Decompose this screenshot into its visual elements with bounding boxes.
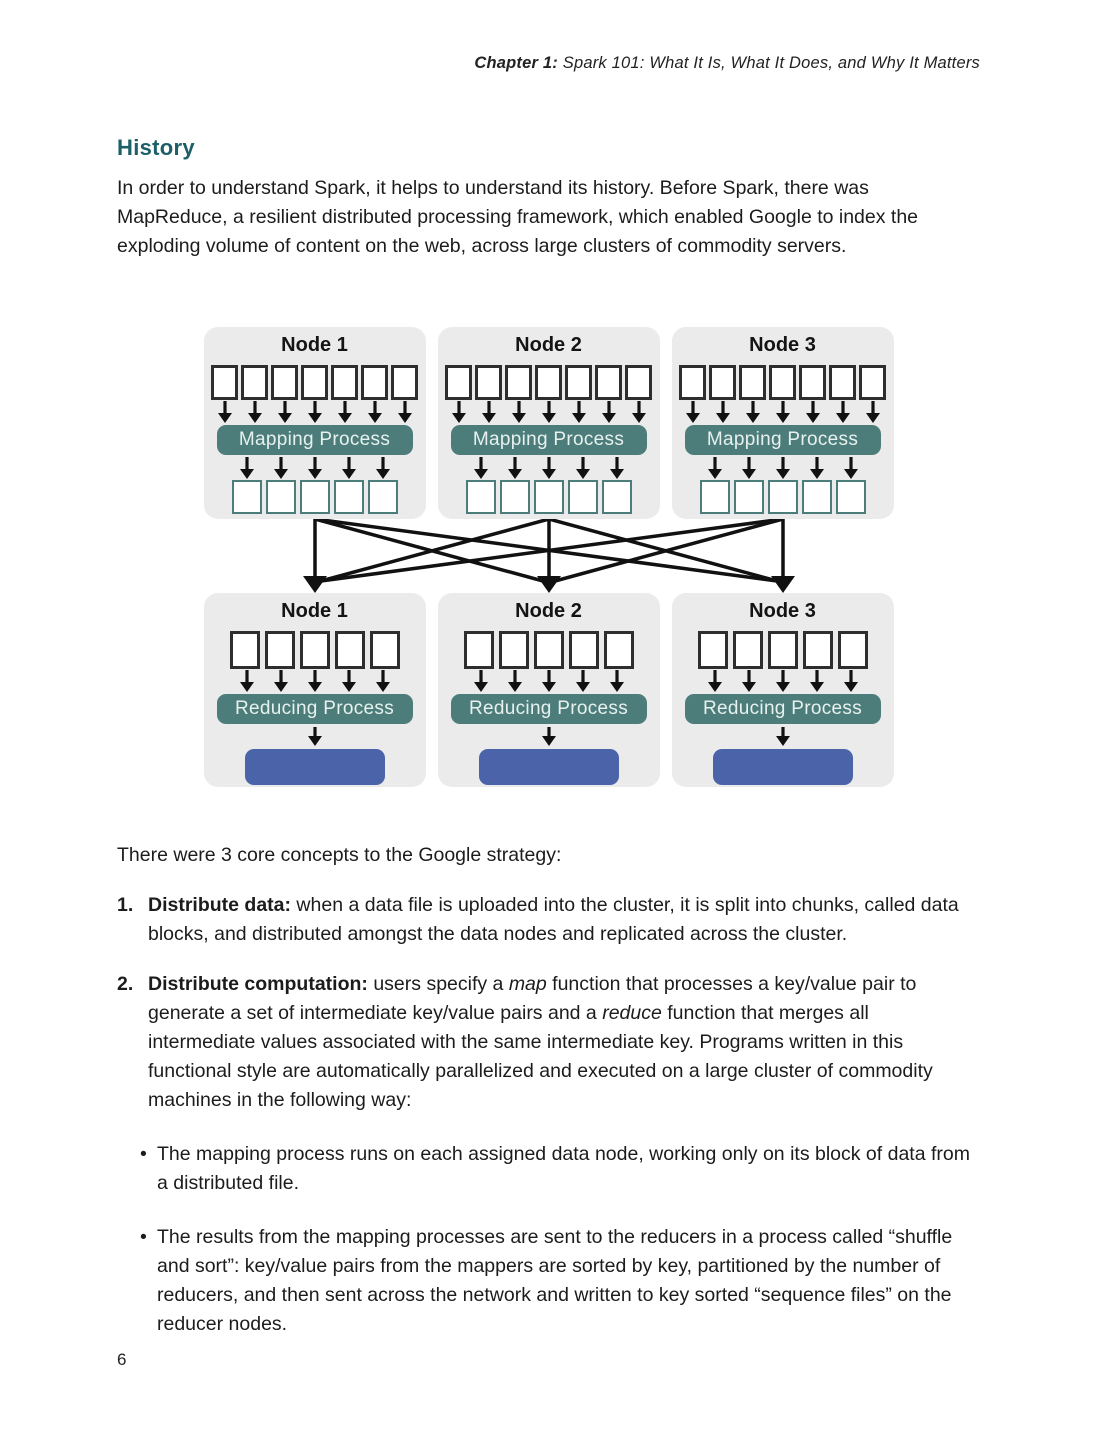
- bullet-content: [157, 1223, 980, 1339]
- arrow-cell: [498, 457, 532, 479]
- down-arrow-icon: [307, 670, 323, 692]
- arrow-cell: [230, 457, 264, 479]
- data-block: [370, 631, 400, 669]
- arrow-cell: [210, 401, 240, 423]
- data-block-row: [679, 365, 886, 400]
- data-block: [230, 631, 260, 669]
- arrow-cell: [464, 457, 498, 479]
- down-arrow-icon: [843, 457, 859, 479]
- node-title: Node 1: [281, 334, 348, 356]
- node-title: Node 3: [749, 334, 816, 356]
- data-block: [595, 365, 622, 400]
- down-arrow-icon: [451, 401, 467, 423]
- down-arrow-icon: [341, 457, 357, 479]
- mapping-process-bar: Mapping Process: [451, 425, 647, 455]
- down-arrow-icon: [307, 727, 323, 746]
- bullet-icon: •: [140, 1226, 147, 1248]
- bullet-content: [157, 1140, 980, 1198]
- down-arrow-icon: [741, 457, 757, 479]
- arrow-cell: [464, 670, 498, 692]
- numbered-item-1: [117, 891, 980, 949]
- arrow-cell: [264, 457, 298, 479]
- data-block: [271, 365, 298, 400]
- single-arrow: [541, 727, 557, 746]
- down-arrow-icon: [601, 401, 617, 423]
- item-label: Distribute data:: [148, 894, 292, 916]
- down-arrow-icon: [805, 401, 821, 423]
- arrow-cell: [766, 457, 800, 479]
- text-segment: function that processes a key/value pair to generate a set of intermediate key/value pairs and a: [148, 973, 917, 1024]
- arrow-cell: [300, 401, 330, 423]
- down-arrow-icon: [541, 401, 557, 423]
- data-block: [625, 365, 652, 400]
- arrow-cell: [698, 457, 732, 479]
- down-arrow-icon: [277, 401, 293, 423]
- node-title: Node 2: [515, 600, 582, 622]
- strategy-intro: There were 3 core concepts to the Google strategy:: [117, 844, 562, 866]
- arrow-cell: [678, 401, 708, 423]
- down-arrow-icon: [745, 401, 761, 423]
- bullet-icon: •: [140, 1143, 147, 1165]
- arrow-row: [464, 457, 634, 479]
- data-block: [568, 480, 598, 514]
- arrow-cell: [738, 401, 768, 423]
- text-segment: users specify a: [367, 973, 509, 995]
- arrow-cell: [474, 401, 504, 423]
- down-arrow-icon: [865, 401, 881, 423]
- node-title: Node 2: [515, 334, 582, 356]
- arrow-cell: [444, 401, 474, 423]
- data-block: [265, 631, 295, 669]
- data-block: [700, 480, 730, 514]
- data-block-row: [700, 480, 866, 514]
- reducing-process-bar: Reducing Process: [451, 694, 647, 724]
- chapter-label: Chapter 1:: [474, 54, 558, 72]
- data-block-row: [211, 365, 418, 400]
- arrow-cell: [298, 457, 332, 479]
- arrow-cell: [566, 670, 600, 692]
- arrow-cell: [390, 401, 420, 423]
- down-arrow-icon: [775, 457, 791, 479]
- data-block-row: [230, 631, 400, 669]
- down-arrow-icon: [775, 401, 791, 423]
- arrow-cell: [798, 401, 828, 423]
- arrow-cell: [594, 401, 624, 423]
- arrow-row: [230, 670, 400, 692]
- down-arrow-icon: [685, 401, 701, 423]
- down-arrow-icon: [835, 401, 851, 423]
- arrow-cell: [768, 401, 798, 423]
- arrow-cell: [366, 670, 400, 692]
- arrow-cell: [332, 457, 366, 479]
- down-arrow-icon: [473, 670, 489, 692]
- data-block: [829, 365, 856, 400]
- item-number: 2.: [117, 973, 134, 995]
- down-arrow-icon: [473, 457, 489, 479]
- italic-term: map: [508, 973, 547, 995]
- data-block-row: [466, 480, 632, 514]
- data-block: [602, 480, 632, 514]
- reduce-node-panel-2: [438, 593, 660, 787]
- arrow-cell: [600, 670, 634, 692]
- down-arrow-icon: [375, 457, 391, 479]
- item-label: Distribute computation:: [148, 973, 368, 995]
- data-block: [445, 365, 472, 400]
- data-block: [733, 631, 763, 669]
- arrow-cell: [624, 401, 654, 423]
- data-block: [698, 631, 728, 669]
- data-block: [739, 365, 766, 400]
- arrow-cell: [330, 401, 360, 423]
- arrow-cell: [698, 670, 732, 692]
- down-arrow-icon: [707, 457, 723, 479]
- arrow-row: [698, 457, 868, 479]
- data-block: [391, 365, 418, 400]
- single-arrow: [775, 727, 791, 746]
- arrow-cell: [240, 401, 270, 423]
- arrow-cell: [600, 457, 634, 479]
- down-arrow-icon: [775, 727, 791, 746]
- data-block: [859, 365, 886, 400]
- numbered-item-2: [117, 970, 980, 1115]
- reducing-process-bar: Reducing Process: [685, 694, 881, 724]
- intro-paragraph: In order to understand Spark, it helps to understand its history. Before Spark, there was MapReduce, a resilient distributed processing framework, which enabled Google to index the exploding volume of content on the web, across large clusters of commodity servers.: [117, 177, 919, 257]
- down-arrow-icon: [571, 401, 587, 423]
- arrow-cell: [504, 401, 534, 423]
- down-arrow-icon: [609, 670, 625, 692]
- arrow-cell: [360, 401, 390, 423]
- text-segment: when a data file is uploaded into the cluster, it is split into chunks, called data blocks, and distributed amongst the data nodes and replicated across the cluster.: [148, 894, 959, 945]
- arrow-cell: [708, 401, 738, 423]
- data-block: [334, 480, 364, 514]
- down-arrow-icon: [273, 457, 289, 479]
- down-arrow-icon: [715, 401, 731, 423]
- mapping-process-bar: Mapping Process: [217, 425, 413, 455]
- arrow-cell: [834, 670, 868, 692]
- down-arrow-icon: [507, 457, 523, 479]
- data-block: [734, 480, 764, 514]
- item-number: 1.: [117, 894, 134, 916]
- map-node-row: [204, 327, 894, 519]
- result-bar: [245, 749, 385, 785]
- data-block-row: [698, 631, 868, 669]
- down-arrow-icon: [575, 457, 591, 479]
- data-block: [211, 365, 238, 400]
- data-block: [768, 480, 798, 514]
- down-arrow-icon: [631, 401, 647, 423]
- arrow-cell: [270, 401, 300, 423]
- section-heading: History: [117, 135, 195, 160]
- running-head: [117, 0, 980, 73]
- data-block: [803, 631, 833, 669]
- down-arrow-icon: [609, 457, 625, 479]
- data-block: [534, 480, 564, 514]
- down-arrow-icon: [775, 670, 791, 692]
- data-block: [335, 631, 365, 669]
- node-title: Node 3: [749, 600, 816, 622]
- node-title: Node 1: [281, 600, 348, 622]
- down-arrow-icon: [375, 670, 391, 692]
- down-arrow-icon: [707, 670, 723, 692]
- data-block: [301, 365, 328, 400]
- down-arrow-icon: [507, 670, 523, 692]
- data-block: [799, 365, 826, 400]
- down-arrow-icon: [741, 670, 757, 692]
- down-arrow-icon: [239, 670, 255, 692]
- down-arrow-icon: [341, 670, 357, 692]
- data-block: [709, 365, 736, 400]
- data-block: [361, 365, 388, 400]
- data-block-row: [232, 480, 398, 514]
- down-arrow-icon: [217, 401, 233, 423]
- arrow-cell: [332, 670, 366, 692]
- data-block: [836, 480, 866, 514]
- arrow-cell: [566, 457, 600, 479]
- reduce-node-row: [204, 593, 894, 787]
- text-segment: The mapping process runs on each assigned data node, working only on its block of data from a distributed file.: [157, 1143, 970, 1194]
- down-arrow-icon: [307, 457, 323, 479]
- reduce-node-panel-1: [204, 593, 426, 787]
- arrow-cell: [732, 457, 766, 479]
- data-block: [499, 631, 529, 669]
- data-block: [565, 365, 592, 400]
- down-arrow-icon: [247, 401, 263, 423]
- data-block: [241, 365, 268, 400]
- data-block: [768, 631, 798, 669]
- down-arrow-icon: [541, 457, 557, 479]
- down-arrow-icon: [843, 670, 859, 692]
- down-arrow-icon: [809, 457, 825, 479]
- data-block: [368, 480, 398, 514]
- map-node-panel-3: [672, 327, 894, 519]
- data-block: [232, 480, 262, 514]
- data-block: [604, 631, 634, 669]
- data-block-row: [464, 631, 634, 669]
- arrow-cell: [532, 670, 566, 692]
- chapter-title: Spark 101: What It Is, What It Does, and Why It Matters: [557, 54, 980, 72]
- arrow-row: [210, 401, 420, 423]
- shuffle-arrows: [204, 519, 894, 593]
- arrow-cell: [298, 670, 332, 692]
- data-block-row: [445, 365, 652, 400]
- reducing-process-bar: Reducing Process: [217, 694, 413, 724]
- arrow-row: [698, 670, 868, 692]
- arrow-cell: [800, 457, 834, 479]
- mapreduce-diagram: [204, 327, 894, 787]
- arrow-row: [464, 670, 634, 692]
- data-block: [534, 631, 564, 669]
- text-segment: The results from the mapping processes are sent to the reducers in a process called “shuffle and sort”: key/value pairs from the mappers are sorted by key, partitioned by the number of reducers, and then sent across the network and written to key sorted “sequence files” on the reducer nodes.: [157, 1226, 953, 1335]
- data-block: [569, 631, 599, 669]
- down-arrow-icon: [239, 457, 255, 479]
- shuffle-arrowhead: [771, 576, 795, 593]
- data-block: [802, 480, 832, 514]
- map-node-panel-2: [438, 327, 660, 519]
- data-block: [300, 631, 330, 669]
- shuffle-arrowhead: [537, 576, 561, 593]
- bullet-item-1: [140, 1140, 980, 1198]
- shuffle-arrowhead: [303, 576, 327, 593]
- arrow-cell: [858, 401, 888, 423]
- down-arrow-icon: [367, 401, 383, 423]
- down-arrow-icon: [575, 670, 591, 692]
- data-block: [505, 365, 532, 400]
- bullet-item-2: [140, 1223, 980, 1339]
- data-block: [769, 365, 796, 400]
- data-block: [679, 365, 706, 400]
- arrow-cell: [564, 401, 594, 423]
- arrow-cell: [732, 670, 766, 692]
- data-block: [331, 365, 358, 400]
- data-block: [535, 365, 562, 400]
- reduce-node-panel-3: [672, 593, 894, 787]
- arrow-cell: [766, 670, 800, 692]
- arrow-cell: [532, 457, 566, 479]
- arrow-cell: [534, 401, 564, 423]
- down-arrow-icon: [337, 401, 353, 423]
- text-segment: function that merges all intermediate values associated with the same intermediate key. Programs written in this functional style are automatically parallelized and executed on a large cluster of commodity machines in the following way:: [148, 1002, 933, 1111]
- data-block: [466, 480, 496, 514]
- result-bar: [479, 749, 619, 785]
- down-arrow-icon: [481, 401, 497, 423]
- data-block: [266, 480, 296, 514]
- data-block: [464, 631, 494, 669]
- mapping-process-bar: Mapping Process: [685, 425, 881, 455]
- arrow-cell: [264, 670, 298, 692]
- arrow-row: [230, 457, 400, 479]
- data-block: [500, 480, 530, 514]
- item-content: [148, 891, 980, 949]
- data-block: [838, 631, 868, 669]
- down-arrow-icon: [307, 401, 323, 423]
- arrow-cell: [828, 401, 858, 423]
- down-arrow-icon: [541, 727, 557, 746]
- down-arrow-icon: [809, 670, 825, 692]
- page-number: 6: [117, 1350, 127, 1369]
- result-bar: [713, 749, 853, 785]
- arrow-cell: [834, 457, 868, 479]
- down-arrow-icon: [541, 670, 557, 692]
- down-arrow-icon: [511, 401, 527, 423]
- data-block: [475, 365, 502, 400]
- map-node-panel-1: [204, 327, 426, 519]
- item-content: [148, 970, 980, 1115]
- bullet-list: [140, 1140, 980, 1339]
- arrow-row: [678, 401, 888, 423]
- arrow-cell: [498, 670, 532, 692]
- single-arrow: [307, 727, 323, 746]
- arrow-cell: [800, 670, 834, 692]
- italic-term: reduce: [602, 1002, 662, 1024]
- down-arrow-icon: [273, 670, 289, 692]
- arrow-row: [444, 401, 654, 423]
- data-block: [300, 480, 330, 514]
- arrow-cell: [366, 457, 400, 479]
- arrow-cell: [230, 670, 264, 692]
- numbered-list: [117, 891, 980, 1115]
- down-arrow-icon: [397, 401, 413, 423]
